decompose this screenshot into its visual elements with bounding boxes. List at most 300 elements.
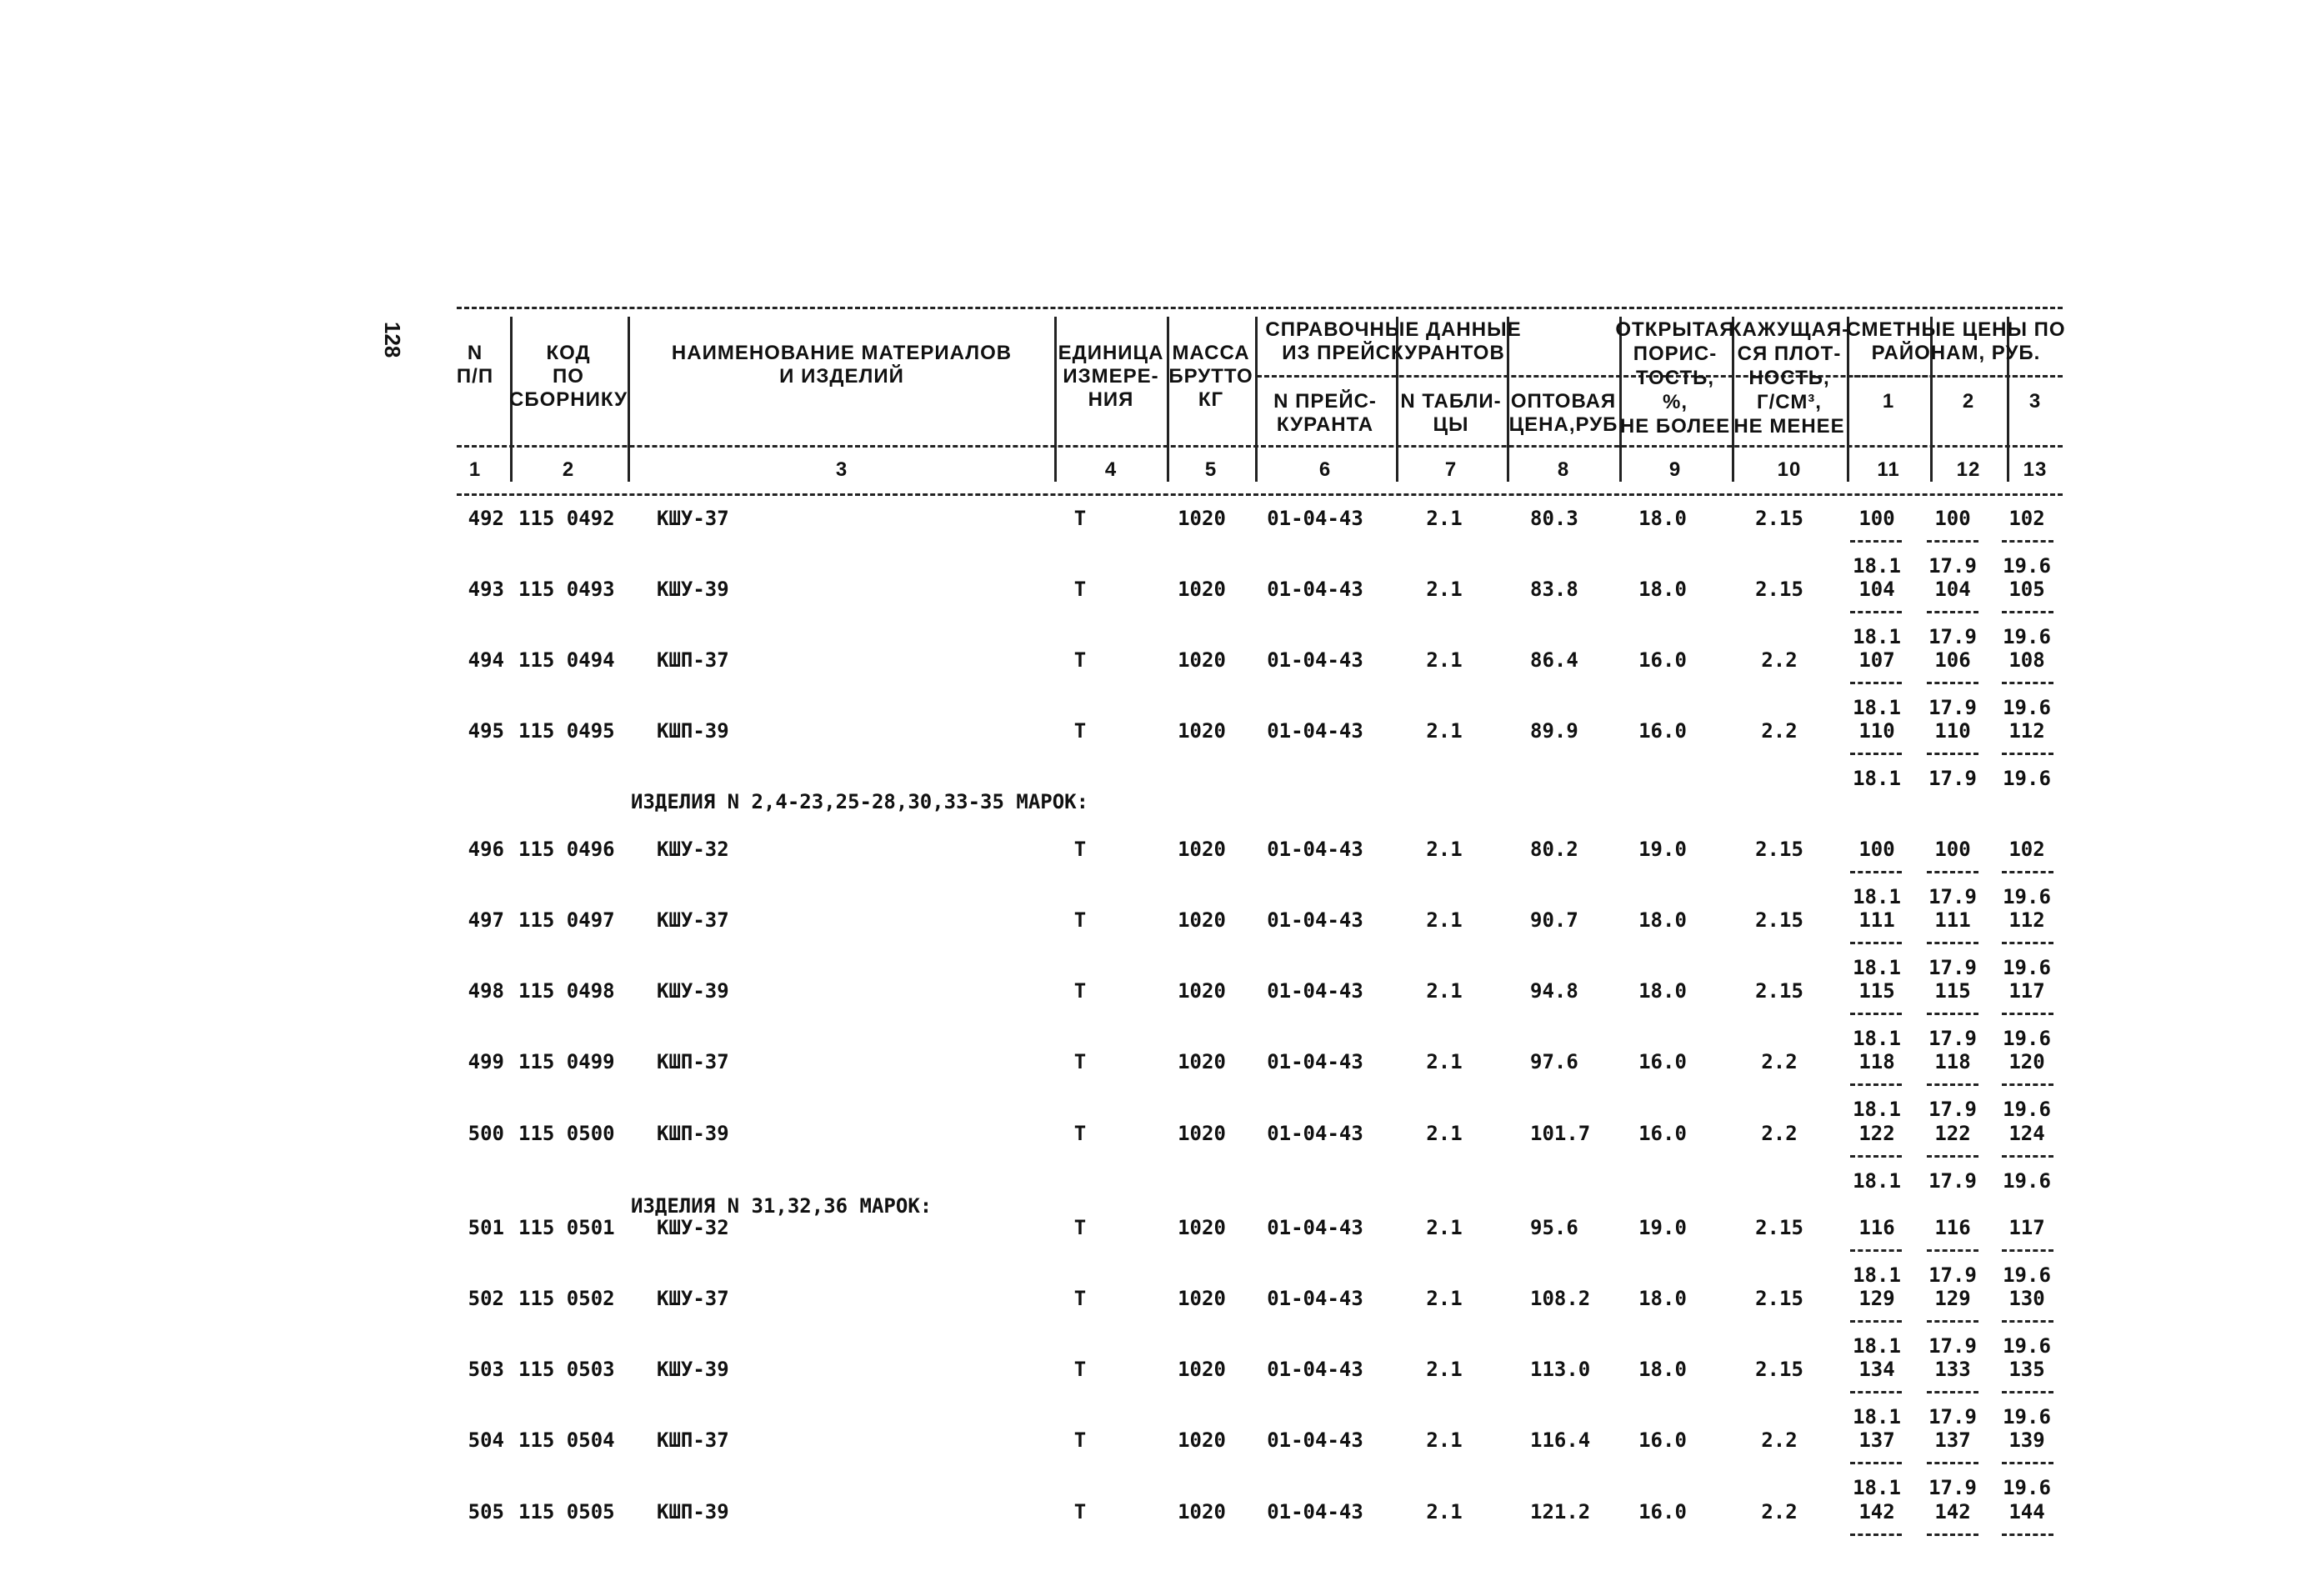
cell-price-region-2: 104	[1934, 578, 1971, 601]
cell-price-list: 01-04-43	[1267, 908, 1363, 932]
header-col-wholesale-price: ОПТОВАЯ	[1510, 390, 1617, 413]
cell-code: 115 0499	[518, 1050, 615, 1073]
header-col-estimate-prices: СМЕТНЫЕ ЦЕНЫ ПО	[1846, 318, 2066, 341]
header-col-porosity: ТОСТЬ,	[1635, 367, 1715, 389]
cell-density: 2.15	[1755, 838, 1803, 861]
header-col-estimate-prices: РАЙОНАМ, РУБ.	[1871, 342, 2041, 364]
cell-unit: Т	[1073, 1358, 1087, 1381]
cell-density: 2.2	[1761, 1500, 1798, 1523]
cell-mass: 1020	[1178, 648, 1226, 672]
header-col-region-2: 2	[1962, 390, 1975, 413]
cell-wholesale-price: 108.2	[1530, 1287, 1591, 1310]
fraction-bar	[1927, 1013, 1978, 1015]
cell-price-list: 01-04-43	[1267, 838, 1363, 861]
cell-price-region-2: 110	[1934, 719, 1971, 743]
cell-npp: 502	[468, 1287, 504, 1310]
cell-unit: Т	[1073, 1500, 1087, 1523]
cell-share-region-1: 18.1	[1853, 1027, 1901, 1050]
page-number: 128	[380, 322, 405, 358]
cell-share-region-1: 18.1	[1853, 1263, 1901, 1287]
header-col-reference-data: ИЗ ПРЕЙСКУРАНТОВ	[1282, 342, 1505, 364]
cell-share-region-3: 19.6	[2003, 767, 2051, 790]
fraction-bar	[1927, 1083, 1978, 1086]
cell-share-region-1: 18.1	[1853, 1169, 1901, 1193]
fraction-bar	[1850, 1155, 1902, 1158]
cell-name: КШУ-39	[657, 979, 729, 1003]
header-col-porosity: %,	[1662, 391, 1688, 413]
header-col-code: КОД	[546, 342, 591, 364]
cell-price-region-2: 106	[1934, 648, 1971, 672]
cell-share-region-3: 19.6	[2003, 1263, 2051, 1287]
cell-price-list: 01-04-43	[1267, 1500, 1363, 1523]
fraction-bar	[1927, 611, 1978, 613]
cell-code: 115 0495	[518, 719, 615, 743]
header-col-mass: МАССА	[1172, 342, 1250, 364]
column-divider	[1255, 317, 1258, 482]
cell-wholesale-price: 101.7	[1530, 1122, 1591, 1145]
cell-unit: Т	[1073, 1122, 1087, 1145]
fraction-bar	[1850, 1320, 1902, 1323]
cell-price-region-3: 112	[2008, 908, 2045, 932]
cell-porosity: 16.0	[1638, 1500, 1687, 1523]
cell-wholesale-price: 94.8	[1530, 979, 1578, 1003]
cell-share-region-2: 17.9	[1928, 1405, 1977, 1428]
cell-mass: 1020	[1178, 1287, 1226, 1310]
header-col-region-3: 3	[2028, 390, 2042, 413]
cell-price-list: 01-04-43	[1267, 719, 1363, 743]
column-divider	[628, 317, 630, 482]
cell-code: 115 0500	[518, 1122, 615, 1145]
cell-mass: 1020	[1178, 908, 1226, 932]
header-col-npp: П/П	[456, 365, 494, 388]
cell-unit: Т	[1073, 648, 1087, 672]
cell-wholesale-price: 113.0	[1530, 1358, 1591, 1381]
cell-porosity: 18.0	[1638, 578, 1687, 601]
fraction-bar	[1927, 1249, 1978, 1252]
cell-share-region-1: 18.1	[1853, 885, 1901, 908]
cell-code: 115 0505	[518, 1500, 615, 1523]
cell-share-region-2: 17.9	[1928, 1027, 1977, 1050]
fraction-bar	[1850, 540, 1902, 543]
fraction-bar	[2002, 611, 2053, 613]
fraction-bar	[1927, 540, 1978, 543]
cell-price-list: 01-04-43	[1267, 1216, 1363, 1239]
cell-density: 2.15	[1755, 1216, 1803, 1239]
cell-price-region-1: 100	[1858, 507, 1895, 530]
fraction-bar	[2002, 1155, 2053, 1158]
column-number: 10	[1777, 458, 1802, 481]
cell-name: КШП-39	[657, 1500, 729, 1523]
cell-share-region-2: 17.9	[1928, 767, 1977, 790]
fraction-bar	[1927, 871, 1978, 873]
cell-table: 2.1	[1426, 1216, 1463, 1239]
column-divider	[1619, 317, 1622, 482]
column-number: 11	[1877, 458, 1900, 481]
cell-share-region-1: 18.1	[1853, 956, 1901, 979]
cell-npp: 494	[468, 648, 504, 672]
cell-share-region-1: 18.1	[1853, 625, 1901, 648]
cell-name: КШУ-39	[657, 1358, 729, 1381]
cell-table: 2.1	[1426, 979, 1463, 1003]
cell-unit: Т	[1073, 719, 1087, 743]
header-col-name: НАИМЕНОВАНИЕ МАТЕРИАЛОВ	[671, 342, 1013, 364]
cell-porosity: 18.0	[1638, 1287, 1687, 1310]
cell-wholesale-price: 121.2	[1530, 1500, 1591, 1523]
cell-npp: 498	[468, 979, 504, 1003]
cell-share-region-1: 18.1	[1853, 1405, 1901, 1428]
header-col-price-list: КУРАНТА	[1276, 413, 1374, 436]
header-col-density: НЕ МЕНЕЕ	[1733, 415, 1845, 438]
fraction-bar	[2002, 1391, 2053, 1393]
fraction-bar	[1850, 753, 1902, 755]
cell-wholesale-price: 83.8	[1530, 578, 1578, 601]
cell-wholesale-price: 97.6	[1530, 1050, 1578, 1073]
cell-share-region-3: 19.6	[2003, 956, 2051, 979]
cell-unit: Т	[1073, 1050, 1087, 1073]
cell-share-region-3: 19.6	[2003, 1405, 2051, 1428]
column-divider	[1507, 317, 1509, 482]
column-number: 9	[1668, 458, 1682, 481]
cell-table: 2.1	[1426, 1122, 1463, 1145]
header-col-density: НОСТЬ,	[1748, 367, 1830, 389]
fraction-bar	[1850, 942, 1902, 944]
cell-table: 2.1	[1426, 1358, 1463, 1381]
cell-price-region-2: 133	[1934, 1358, 1971, 1381]
cell-density: 2.15	[1755, 1287, 1803, 1310]
fraction-bar	[2002, 682, 2053, 684]
column-number: 1	[468, 458, 482, 481]
cell-unit: Т	[1073, 1287, 1087, 1310]
cell-mass: 1020	[1178, 838, 1226, 861]
cell-name: КШУ-37	[657, 507, 729, 530]
cell-price-region-3: 105	[2008, 578, 2045, 601]
cell-wholesale-price: 90.7	[1530, 908, 1578, 932]
cell-share-region-3: 19.6	[2003, 1098, 2051, 1121]
cell-price-region-1: 122	[1858, 1122, 1895, 1145]
cell-price-region-3: 112	[2008, 719, 2045, 743]
cell-table: 2.1	[1426, 1500, 1463, 1523]
cell-mass: 1020	[1178, 719, 1226, 743]
column-divider	[1054, 317, 1057, 482]
cell-price-region-2: 116	[1934, 1216, 1971, 1239]
cell-price-region-2: 118	[1934, 1050, 1971, 1073]
cell-price-region-3: 144	[2008, 1500, 2045, 1523]
cell-table: 2.1	[1426, 1428, 1463, 1452]
cell-share-region-2: 17.9	[1928, 956, 1977, 979]
header-col-density: КАЖУЩАЯ-	[1728, 318, 1850, 341]
cell-code: 115 0496	[518, 838, 615, 861]
column-number: 5	[1204, 458, 1218, 481]
header-col-porosity: ОТКРЫТАЯ	[1615, 318, 1735, 341]
cell-density: 2.15	[1755, 979, 1803, 1003]
header-col-wholesale-price: ЦЕНА,РУБ	[1508, 413, 1618, 436]
cell-price-region-1: 100	[1858, 838, 1895, 861]
header-mid-rule	[1847, 375, 2063, 378]
cell-wholesale-price: 95.6	[1530, 1216, 1578, 1239]
cell-unit: Т	[1073, 1216, 1087, 1239]
cell-price-list: 01-04-43	[1267, 507, 1363, 530]
cell-unit: Т	[1073, 1428, 1087, 1452]
fraction-bar	[1927, 1155, 1978, 1158]
cell-price-list: 01-04-43	[1267, 1122, 1363, 1145]
fraction-bar	[1850, 1533, 1902, 1536]
fraction-bar	[1850, 871, 1902, 873]
column-divider	[1167, 317, 1169, 482]
cell-price-region-2: 100	[1934, 838, 1971, 861]
cell-wholesale-price: 116.4	[1530, 1428, 1591, 1452]
header-col-region-1: 1	[1882, 390, 1895, 413]
cell-porosity: 18.0	[1638, 507, 1687, 530]
cell-code: 115 0494	[518, 648, 615, 672]
cell-porosity: 19.0	[1638, 838, 1687, 861]
column-divider	[1732, 317, 1734, 482]
header-col-unit: НИЯ	[1088, 388, 1134, 411]
header-col-density: Г/СМ³,	[1757, 391, 1822, 413]
cell-share-region-2: 17.9	[1928, 1263, 1977, 1287]
cell-price-region-2: 100	[1934, 507, 1971, 530]
cell-mass: 1020	[1178, 1122, 1226, 1145]
cell-price-region-3: 102	[2008, 838, 2045, 861]
cell-npp: 503	[468, 1358, 504, 1381]
cell-density: 2.2	[1761, 719, 1798, 743]
cell-code: 115 0504	[518, 1428, 615, 1452]
column-number: 6	[1318, 458, 1332, 481]
cell-price-region-3: 130	[2008, 1287, 2045, 1310]
cell-name: КШУ-37	[657, 908, 729, 932]
cell-share-region-1: 18.1	[1853, 696, 1901, 719]
cell-porosity: 18.0	[1638, 1358, 1687, 1381]
cell-npp: 492	[468, 507, 504, 530]
fraction-bar	[1850, 611, 1902, 613]
group-heading: ИЗДЕЛИЯ N 31,32,36 МАРОК:	[631, 1194, 933, 1218]
cell-density: 2.15	[1755, 578, 1803, 601]
cell-price-region-3: 120	[2008, 1050, 2045, 1073]
fraction-bar	[2002, 1462, 2053, 1464]
cell-price-list: 01-04-43	[1267, 1287, 1363, 1310]
cell-price-region-2: 115	[1934, 979, 1971, 1003]
fraction-bar	[1850, 1462, 1902, 1464]
column-number: 7	[1444, 458, 1458, 481]
cell-share-region-1: 18.1	[1853, 1098, 1901, 1121]
cell-price-region-3: 124	[2008, 1122, 2045, 1145]
cell-table: 2.1	[1426, 908, 1463, 932]
fraction-bar	[1850, 1083, 1902, 1086]
cell-share-region-2: 17.9	[1928, 625, 1977, 648]
fraction-bar	[1927, 753, 1978, 755]
cell-npp: 493	[468, 578, 504, 601]
cell-price-region-3: 108	[2008, 648, 2045, 672]
cell-mass: 1020	[1178, 1500, 1226, 1523]
cell-price-region-1: 111	[1858, 908, 1895, 932]
fraction-bar	[1927, 1462, 1978, 1464]
cell-name: КШУ-32	[657, 838, 729, 861]
fraction-bar	[2002, 871, 2053, 873]
cell-table: 2.1	[1426, 719, 1463, 743]
header-top-rule	[457, 307, 2063, 309]
cell-npp: 496	[468, 838, 504, 861]
cell-wholesale-price: 80.2	[1530, 838, 1578, 861]
header-col-density: СЯ ПЛОТ-	[1737, 343, 1842, 365]
header-rule	[457, 445, 2063, 448]
cell-share-region-2: 17.9	[1928, 696, 1977, 719]
cell-price-region-1: 129	[1858, 1287, 1895, 1310]
column-number: 2	[562, 458, 575, 481]
cell-price-region-3: 117	[2008, 979, 2045, 1003]
header-col-mass: БРУТТО	[1168, 365, 1253, 388]
fraction-bar	[1850, 1391, 1902, 1393]
cell-price-region-1: 116	[1858, 1216, 1895, 1239]
column-number: 12	[1956, 458, 1981, 481]
header-col-code: СБОРНИКУ	[508, 388, 628, 411]
fraction-bar	[1850, 1013, 1902, 1015]
cell-npp: 500	[468, 1122, 504, 1145]
header-col-reference-data: СПРАВОЧНЫЕ ДАННЫЕ	[1265, 318, 1522, 341]
cell-share-region-3: 19.6	[2003, 1476, 2051, 1499]
cell-name: КШП-39	[657, 719, 729, 743]
cell-table: 2.1	[1426, 1287, 1463, 1310]
header-col-name: И ИЗДЕЛИЙ	[779, 365, 904, 388]
cell-price-list: 01-04-43	[1267, 1428, 1363, 1452]
cell-price-region-2: 142	[1934, 1500, 1971, 1523]
cell-share-region-3: 19.6	[2003, 625, 2051, 648]
cell-code: 115 0501	[518, 1216, 615, 1239]
cell-share-region-1: 18.1	[1853, 1476, 1901, 1499]
header-col-porosity: НЕ БОЛЕЕ	[1619, 415, 1731, 438]
cell-price-region-1: 104	[1858, 578, 1895, 601]
cell-name: КШП-37	[657, 1050, 729, 1073]
fraction-bar	[2002, 1013, 2053, 1015]
header-col-unit: ЕДИНИЦА	[1058, 342, 1164, 364]
header-col-table: ЦЫ	[1433, 413, 1469, 436]
cell-table: 2.1	[1426, 507, 1463, 530]
cell-table: 2.1	[1426, 578, 1463, 601]
cell-share-region-2: 17.9	[1928, 885, 1977, 908]
fraction-bar	[1927, 942, 1978, 944]
cell-price-list: 01-04-43	[1267, 979, 1363, 1003]
cell-density: 2.2	[1761, 1122, 1798, 1145]
cell-name: КШП-39	[657, 1122, 729, 1145]
header-col-price-list: N ПРЕЙС-	[1273, 390, 1377, 413]
cell-density: 2.15	[1755, 1358, 1803, 1381]
header-col-unit: ИЗМЕРЕ-	[1063, 365, 1159, 388]
cell-mass: 1020	[1178, 507, 1226, 530]
cell-npp: 495	[468, 719, 504, 743]
cell-price-list: 01-04-43	[1267, 648, 1363, 672]
cell-npp: 504	[468, 1428, 504, 1452]
cell-code: 115 0497	[518, 908, 615, 932]
cell-share-region-1: 18.1	[1853, 554, 1901, 578]
fraction-bar	[1927, 682, 1978, 684]
cell-code: 115 0498	[518, 979, 615, 1003]
cell-price-region-1: 134	[1858, 1358, 1895, 1381]
cell-share-region-3: 19.6	[2003, 1169, 2051, 1193]
cell-name: КШУ-39	[657, 578, 729, 601]
cell-price-region-2: 111	[1934, 908, 1971, 932]
cell-density: 2.2	[1761, 1428, 1798, 1452]
header-col-porosity: ПОРИС-	[1633, 343, 1718, 365]
cell-share-region-3: 19.6	[2003, 1027, 2051, 1050]
cell-price-region-1: 142	[1858, 1500, 1895, 1523]
cell-price-region-1: 137	[1858, 1428, 1895, 1452]
cell-share-region-1: 18.1	[1853, 1334, 1901, 1358]
fraction-bar	[2002, 942, 2053, 944]
cell-porosity: 19.0	[1638, 1216, 1687, 1239]
cell-mass: 1020	[1178, 1050, 1226, 1073]
cell-price-region-1: 107	[1858, 648, 1895, 672]
cell-mass: 1020	[1178, 1428, 1226, 1452]
cell-table: 2.1	[1426, 648, 1463, 672]
cell-unit: Т	[1073, 507, 1087, 530]
cell-density: 2.2	[1761, 1050, 1798, 1073]
cell-price-region-1: 115	[1858, 979, 1895, 1003]
cell-mass: 1020	[1178, 578, 1226, 601]
cell-share-region-2: 17.9	[1928, 1334, 1977, 1358]
cell-name: КШП-37	[657, 1428, 729, 1452]
cell-density: 2.15	[1755, 507, 1803, 530]
cell-price-region-2: 122	[1934, 1122, 1971, 1145]
column-divider	[1847, 317, 1849, 482]
cell-wholesale-price: 86.4	[1530, 648, 1578, 672]
column-number: 13	[2023, 458, 2048, 481]
cell-unit: Т	[1073, 908, 1087, 932]
fraction-bar	[1927, 1533, 1978, 1536]
header-bottom-rule	[457, 493, 2063, 496]
cell-share-region-2: 17.9	[1928, 1476, 1977, 1499]
cell-porosity: 18.0	[1638, 979, 1687, 1003]
cell-npp: 505	[468, 1500, 504, 1523]
cell-porosity: 16.0	[1638, 1122, 1687, 1145]
column-number: 8	[1557, 458, 1570, 481]
cell-price-region-2: 137	[1934, 1428, 1971, 1452]
header-col-table: N ТАБЛИ-	[1400, 390, 1502, 413]
cell-share-region-2: 17.9	[1928, 1169, 1977, 1193]
cell-share-region-3: 19.6	[2003, 1334, 2051, 1358]
fraction-bar	[2002, 1320, 2053, 1323]
cell-density: 2.15	[1755, 908, 1803, 932]
cell-share-region-2: 17.9	[1928, 554, 1977, 578]
column-number: 4	[1104, 458, 1118, 481]
cell-price-region-3: 117	[2008, 1216, 2045, 1239]
cell-price-region-3: 135	[2008, 1358, 2045, 1381]
cell-mass: 1020	[1178, 1358, 1226, 1381]
fraction-bar	[2002, 753, 2053, 755]
cell-mass: 1020	[1178, 1216, 1226, 1239]
cell-table: 2.1	[1426, 838, 1463, 861]
cell-code: 115 0492	[518, 507, 615, 530]
fraction-bar	[1927, 1391, 1978, 1393]
cell-unit: Т	[1073, 979, 1087, 1003]
header-col-npp: N	[467, 342, 483, 364]
cell-name: КШУ-32	[657, 1216, 729, 1239]
cell-porosity: 16.0	[1638, 1428, 1687, 1452]
cell-price-region-2: 129	[1934, 1287, 1971, 1310]
cell-density: 2.2	[1761, 648, 1798, 672]
cell-code: 115 0503	[518, 1358, 615, 1381]
cell-name: КШП-37	[657, 648, 729, 672]
cell-price-region-1: 110	[1858, 719, 1895, 743]
fraction-bar	[2002, 1533, 2053, 1536]
fraction-bar	[1850, 1249, 1902, 1252]
cell-unit: Т	[1073, 838, 1087, 861]
cell-share-region-2: 17.9	[1928, 1098, 1977, 1121]
cell-name: КШУ-37	[657, 1287, 729, 1310]
cell-porosity: 16.0	[1638, 719, 1687, 743]
cell-code: 115 0502	[518, 1287, 615, 1310]
cell-code: 115 0493	[518, 578, 615, 601]
cell-table: 2.1	[1426, 1050, 1463, 1073]
cell-porosity: 18.0	[1638, 908, 1687, 932]
fraction-bar	[2002, 1083, 2053, 1086]
